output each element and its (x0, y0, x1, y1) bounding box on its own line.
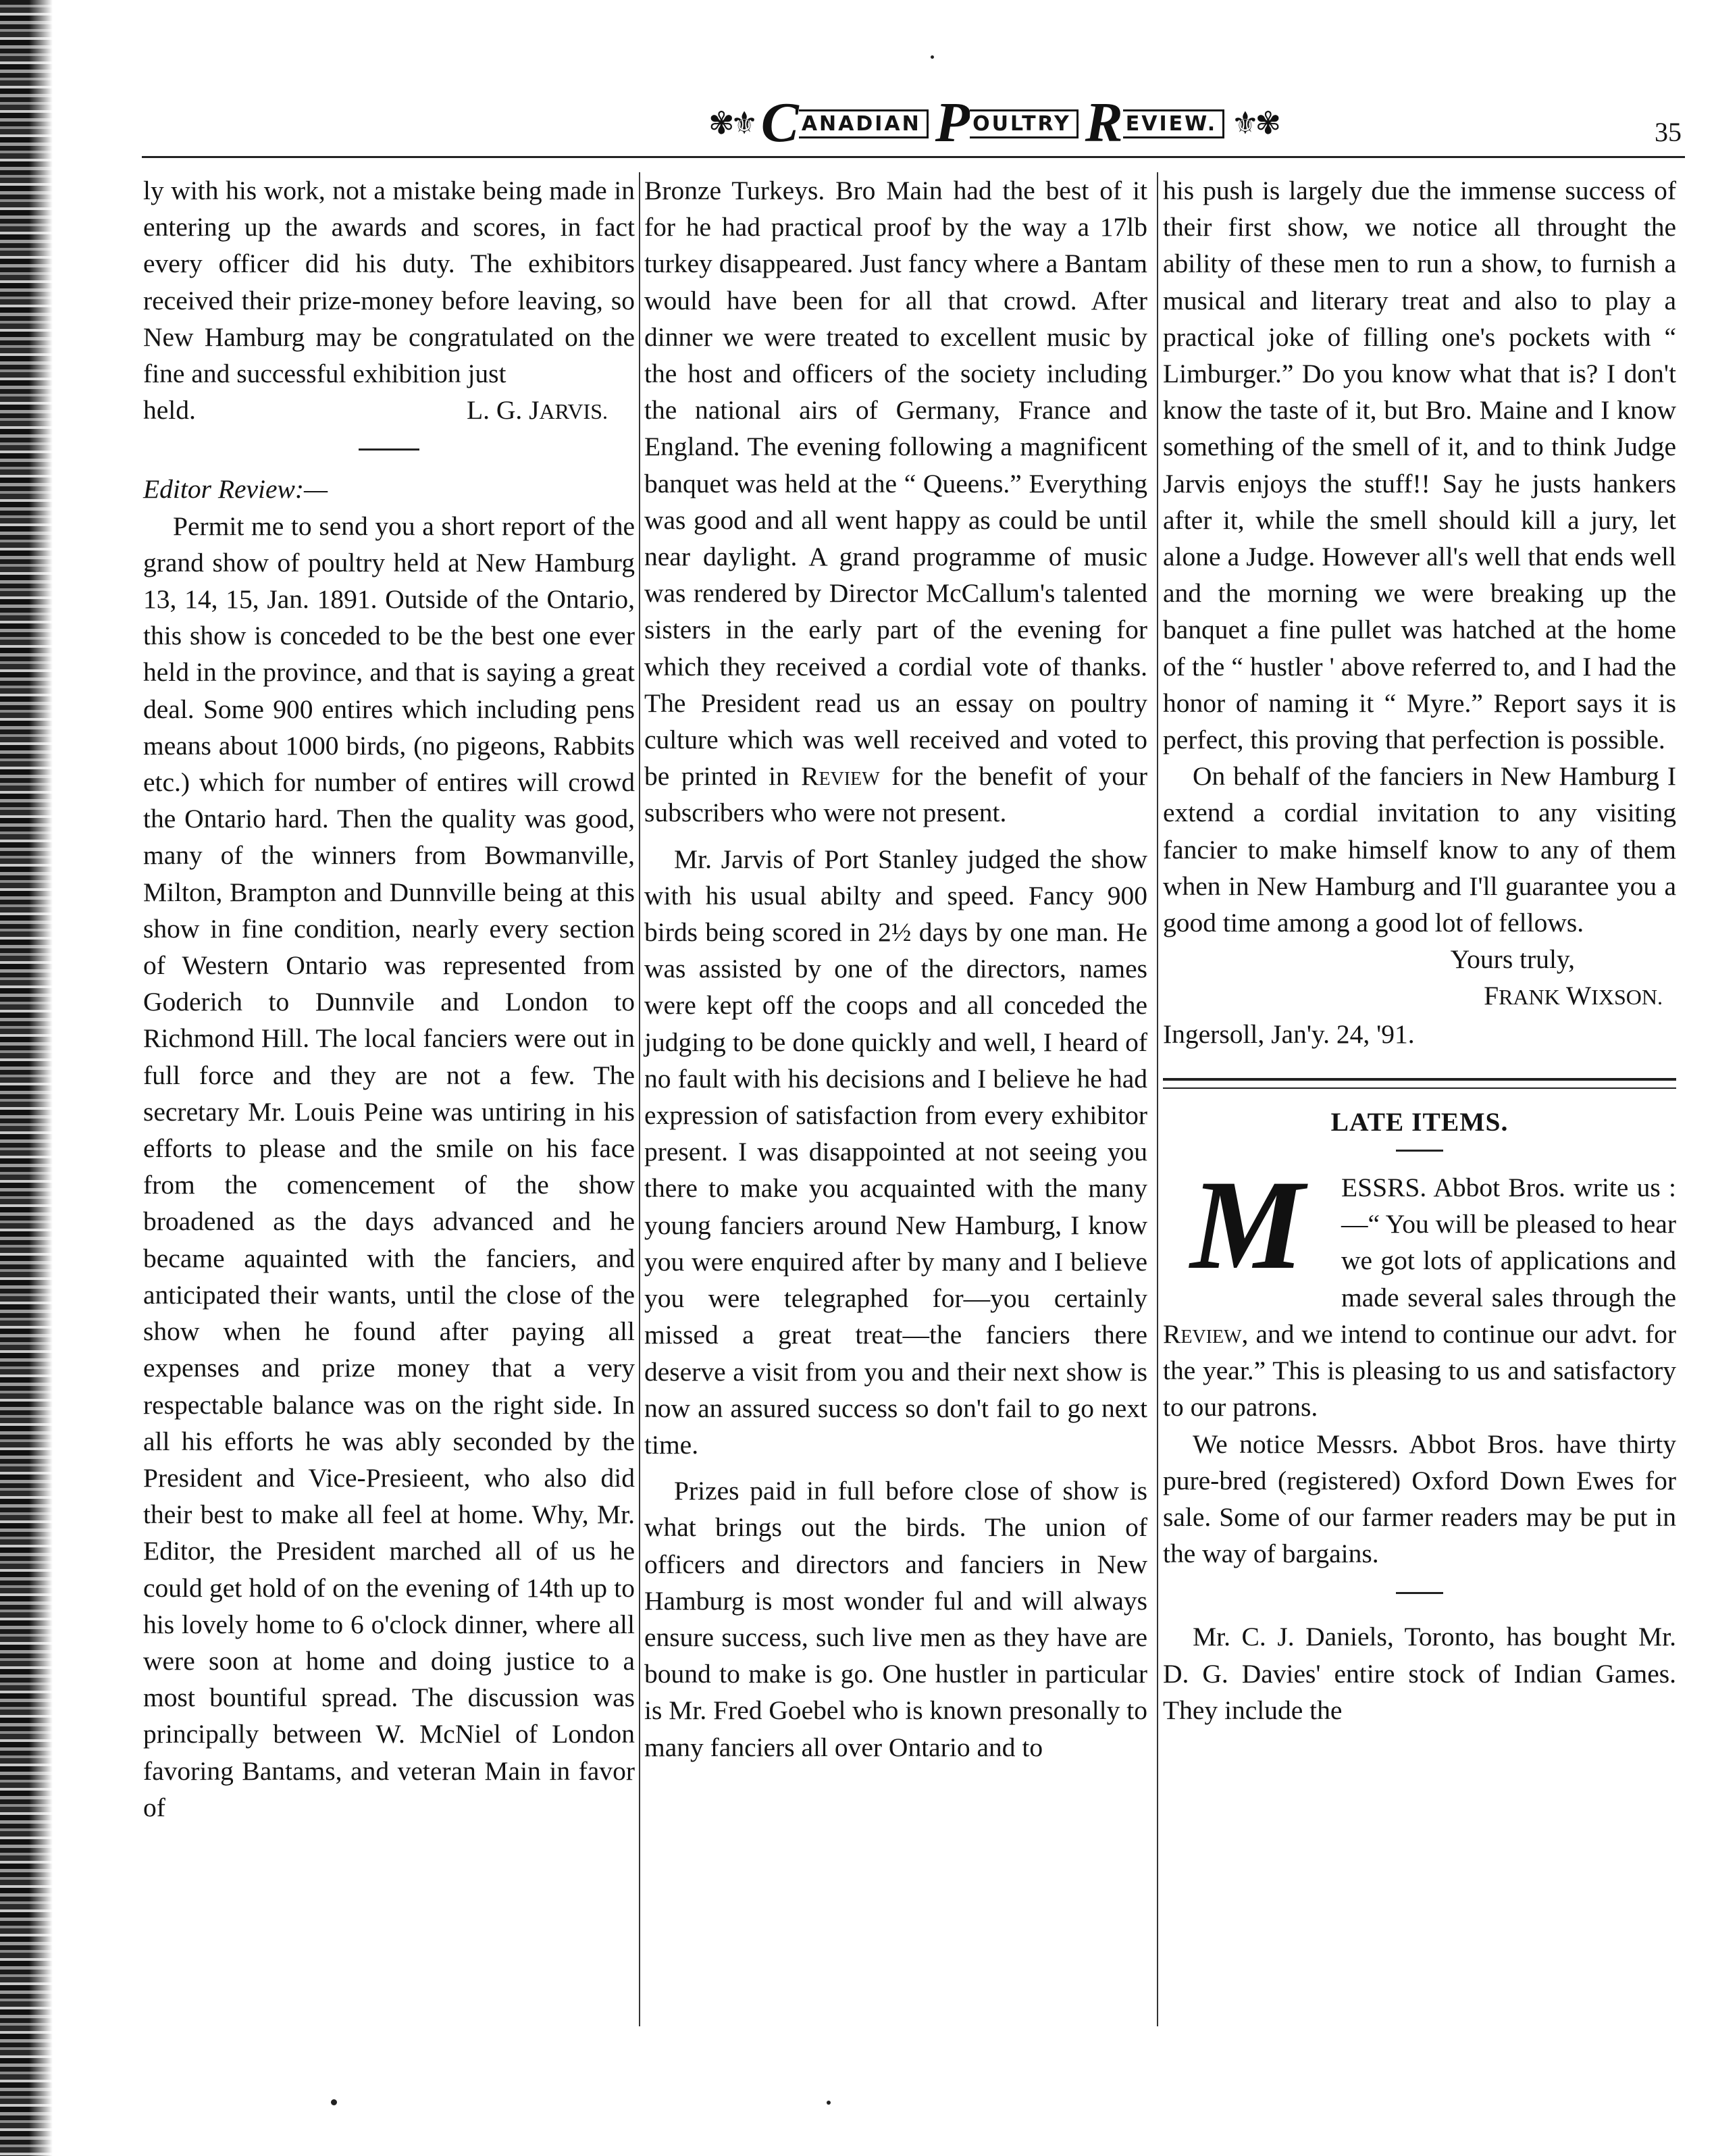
review-smallcaps: Review (801, 761, 880, 792)
paragraph: We notice Messrs. Abbot Bros. have thirty pure-bred (registered) Oxford Down Ewes for sale. Some of our farmer readers may be put in the way of bargains. (1163, 1429, 1676, 1569)
paragraph: Mr. Jarvis of Port Stanley judged the show with his usual abilty and speed. Fancy 900 birds being scored in 2½ days by one man. He was assisted by one of the directors, names were kept off the coops and all conceded the judging to be done quickly and well, I heard of no fault with his decisions and I believe he had expression of satisfaction from every exhibitor present. I was disappointed at not seeing you there to make you acquainted with the many young fanciers around New Hamburg, I know you were enquired after by many and I believe you were telegraphed for—you certainly missed a great treat—the fanciers there deserve a visit from you and their next show is now an assured success so don't fail to go next time. (644, 844, 1147, 1460)
closing: Yours truly, (1450, 944, 1575, 975)
paragraph: Prizes paid in full before close of show is what brings out the birds. The union of officers and directors and fanciers in New Hamburg is most wonder ful and will always ensure success, such live men as they have are bound to make is go. One hustler in particular is Mr. Fred Goebel who is known presonally to many fanciers all over Ontario and to (644, 1476, 1147, 1762)
masthead-word-canadian (760, 91, 929, 154)
column-3 (1163, 172, 1676, 2026)
column-divider-1 (639, 172, 640, 2026)
page-header (138, 91, 1682, 157)
masthead-word-rest: EVIEW. (1123, 109, 1224, 138)
signature-initial: L. G. J (467, 395, 540, 426)
paragraph-text: for the benefit of your subscribers who were not present. (644, 761, 1148, 828)
review-smallcaps: Review (1163, 1318, 1242, 1349)
signature-rest: IXSON. (1591, 985, 1663, 1010)
section-heading: LATE ITEMS. (1330, 1106, 1509, 1137)
section-divider (1396, 1592, 1443, 1594)
print-speck (827, 2101, 831, 2105)
signature-rest: RANK (1499, 985, 1560, 1010)
column-2 (644, 172, 1147, 2026)
signature-rest: ARVIS. (539, 399, 608, 424)
masthead-ornament-right: ⚜✾ (1231, 105, 1277, 141)
signature-line (143, 392, 635, 430)
paragraph: Mr. C. J. Daniels, Toronto, has bought Mr. D. G. Davies' entire stock of Indian Games. They include the (1163, 1622, 1676, 1725)
signature-initial: F (1484, 981, 1499, 1011)
letter-body: Permit me to send you a short report of the grand show of poultry held at New Hamburg 13, 14, 15, Jan. 1891. Outside of the Ontario, this show is conceded to be the best one ever held in the province, and that is saying a great deal. Some 900 entires which including pens means about 1000 birds, (no pigeons, Rabbits etc.) which for number of entires will crowd the Ontario hard. Then the quality was good, many of the winners from Bowmanville, Milton, Brampton and Dunnville being at this show in fine condition, nearly every section of Western Ontario was represented from Goderich to Dunnvile and London to Richmond Hill. The local fanciers were out in full force and they are not a few. The secretary Mr. Louis Peine was untiring in his efforts to please and the smile on his face from the comencement of the show broadened as the days advanced and he became aquainted with the fanciers, and anticipated their wants, until the close of the show when he found after paying all expenses and prize money that a very respectable balance was on the right side. In all his efforts he was ably seconded by the President and Vice-Presieent, who also did their best to make all feel at home. Why, Mr. Editor, the President marched all of us he could get hold of on the evening of 14th up to his lovely home to 6 o'clock dinner, where all were soon at home and doing justice to a most bountiful spread. The discussion was principally between W. McNiel of London favoring Bantams, and veteran Main in favor of (143, 511, 635, 1822)
column-1 (143, 172, 635, 2026)
masthead-ornament-left: ✾⚜ (708, 105, 754, 141)
double-rule (1163, 1078, 1676, 1089)
masthead-word-review (1085, 91, 1224, 154)
masthead-word-poultry (935, 91, 1079, 154)
masthead-word-rest: ANADIAN (799, 109, 929, 138)
masthead-word-rest: OULTRY (970, 109, 1079, 138)
header-rule (142, 156, 1685, 158)
paragraph-text: ESSRS. Abbot Bros. write us :—“ You will be pleased to hear we got lots of applications and made several sales through the (1341, 1173, 1676, 1312)
paragraph-text: , and we intend to continue our advt. for the year.” This is pleasing to us and satisfactory to our patrons. (1163, 1318, 1676, 1422)
print-speck (331, 2099, 337, 2105)
section-divider (1396, 1150, 1443, 1152)
masthead-initial: P (935, 91, 970, 154)
signature-jarvis (467, 392, 608, 430)
continued-paragraph (143, 172, 635, 392)
paragraph (644, 172, 1147, 831)
last-word: held. (143, 395, 196, 426)
masthead (635, 91, 1351, 154)
print-speck (931, 55, 934, 59)
page-number: 35 (1655, 117, 1682, 147)
late-items-block (1163, 1154, 1676, 1425)
drop-cap: M (1190, 1154, 1305, 1297)
paragraph-text: Bronze Turkeys. Bro Main had the best of it for he had practical proof by the way a 17lb turkey disappeared. Just fancy where a Bantam would have been for all that crowd. After dinner we were treated to excellent music by the host and officers of the society including the national airs of Germany, France and England. The evening following a magnificent banquet was held at the “ Queens.” Everything was good and all went happy as could be until near daylight. A grand programme of music was rendered by Director McCallum's talented sisters in the early part of the evening for which they received a cordial vote of thanks. The President read us an essay on poultry culture which was well received and voted to be printed in (644, 176, 1147, 792)
masthead-initial: C (760, 91, 799, 154)
binding-edge-shadow (0, 0, 53, 2156)
section-divider (359, 448, 419, 451)
place-date: Ingersoll, Jan'y. 24, '91. (1163, 1019, 1415, 1049)
masthead-initial: R (1085, 91, 1123, 154)
salutation: Editor Review:— (143, 474, 328, 505)
signature-initial: W (1565, 981, 1592, 1011)
continued-text: ly with his work, not a mistake being made in entering up the awards and scores, in fact every officer did his duty. The exhibitors received their prize-money before leaving, so New Hamburg may be congratulated on the fine and successful exhibition just (143, 176, 635, 389)
paragraph: On behalf of the fanciers in New Hamburg I extend a cordial invitation to any visiting fancier to make himself know to any of them when in New Hamburg and I'll guarantee you a good time among a good lot of fellows. (1163, 761, 1676, 938)
column-divider-2 (1157, 172, 1158, 2026)
paragraph: his push is largely due the immense success of their first show, we notice all throught the ability of these men to run a show, to furnish a musical and literary treat and also to play a practical joke of filling one's pockets with “ Limburger.” Do you know what that is? I don't know the taste of it, but Bro. Maine and I know something of the smell of it, and to think Judge Jarvis enjoys the stuff!! Say he justs hankers after it, while the smell should kill a jury, let alone a Judge. However all's well that ends well and the morning we were breaking up the banquet a fine pullet was hatched at the home of the “ hustler ' above referred to, and I had the honor of naming it “ Myre.” Report says it is perfect, this proving that perfection is possible. (1163, 176, 1676, 755)
signature-wixson (1163, 977, 1676, 1015)
